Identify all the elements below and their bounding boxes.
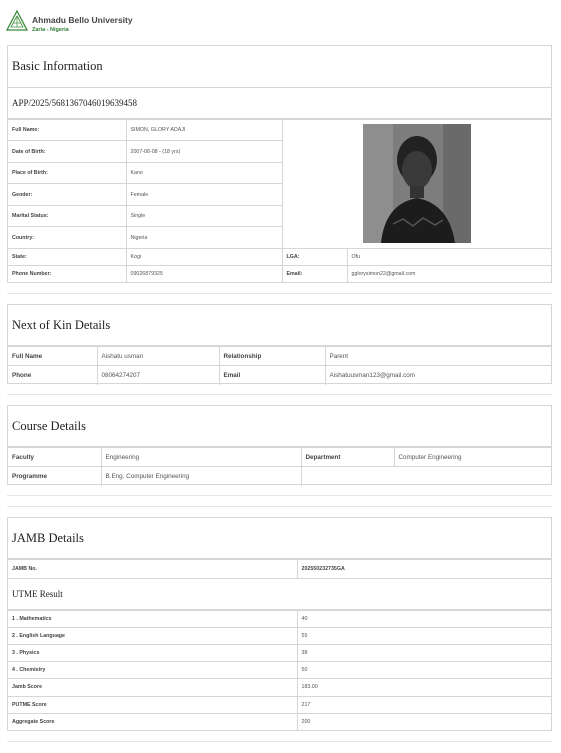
table-row	[8, 249, 551, 266]
table-row	[8, 120, 551, 141]
table-row	[8, 366, 551, 385]
email-value: gglorysimon22@gmail.com	[347, 266, 551, 283]
section-divider	[7, 394, 552, 395]
basic-information-table	[8, 119, 551, 283]
course-details-title: Course Details	[8, 406, 551, 447]
subject-score: 40	[297, 610, 551, 627]
table-row	[8, 678, 551, 696]
relationship-value: Parent	[325, 347, 551, 366]
lga-label: LGA:	[282, 249, 347, 266]
putme-score-value: 217	[297, 696, 551, 713]
putme-score-label: PUTME Score	[8, 696, 297, 713]
state-value: Kogi	[126, 249, 282, 266]
table-row	[8, 448, 551, 467]
section-divider	[7, 293, 552, 294]
jamb-score-label: Jamb Score	[8, 678, 297, 696]
phone-value: 08064274207	[97, 366, 219, 385]
subject-label: 1 . Mathematics	[8, 610, 297, 627]
programme-label: Programme	[8, 467, 101, 486]
field-value: SIMON, GLORY ADAJI	[126, 120, 282, 141]
field-value: Female	[126, 184, 282, 206]
field-label: Gender:	[8, 184, 126, 206]
field-label: Date of Birth:	[8, 141, 126, 163]
next-of-kin-title: Next of Kin Details	[8, 305, 551, 346]
jamb-details-title: JAMB Details	[8, 518, 551, 559]
table-row	[8, 560, 551, 578]
table-row	[8, 610, 551, 627]
full-name-label: Full Name	[8, 347, 97, 366]
next-of-kin-table	[8, 346, 551, 385]
email-label: Email	[219, 366, 325, 385]
page-header	[6, 10, 306, 36]
subject-score: 50	[297, 661, 551, 678]
jamb-number-table	[8, 559, 551, 578]
table-row	[8, 467, 551, 486]
field-value: Nigeria	[126, 227, 282, 249]
field-label: Marital Status:	[8, 206, 126, 227]
field-label: Place of Birth:	[8, 163, 126, 184]
basic-information-title: Basic Information	[8, 46, 551, 88]
jamb-score-value: 183.00	[297, 678, 551, 696]
utme-result-table	[8, 610, 551, 731]
subject-label: 2 . English Language	[8, 627, 297, 644]
table-row	[8, 627, 551, 644]
table-row	[8, 696, 551, 713]
table-row	[8, 347, 551, 366]
utme-result-title: UTME Result	[8, 578, 551, 610]
course-details-card	[7, 405, 552, 485]
email-value: Aishatuusman123@gmail.com	[325, 366, 551, 385]
relationship-label: Relationship	[219, 347, 325, 366]
table-row	[8, 713, 551, 730]
jamb-number-label: JAMB No.	[8, 560, 297, 578]
jamb-details-card	[7, 517, 552, 731]
subject-label: 4 . Chemistry	[8, 661, 297, 678]
lga-value: Ofu	[347, 249, 551, 266]
aggregate-score-label: Aggregate Score	[8, 713, 297, 730]
course-details-table	[8, 447, 551, 486]
faculty-value: Engineering	[101, 448, 301, 467]
subject-label: 3 . Physics	[8, 644, 297, 661]
phone-number-value: 09026879325	[126, 266, 282, 283]
table-row	[8, 266, 551, 283]
faculty-label: Faculty	[8, 448, 101, 467]
email-label: Email:	[282, 266, 347, 283]
phone-label: Phone	[8, 366, 97, 385]
state-label: State:	[8, 249, 126, 266]
photo-cell	[282, 120, 551, 249]
person-portrait-icon	[363, 124, 471, 243]
field-value: Single	[126, 206, 282, 227]
jamb-number-value: 202550232735GA	[297, 560, 551, 578]
university-location: Zaria - Nigeria	[32, 27, 69, 33]
section-divider	[7, 495, 552, 496]
table-row	[8, 661, 551, 678]
next-of-kin-card	[7, 304, 552, 384]
basic-information-card	[7, 45, 552, 283]
table-row	[8, 644, 551, 661]
field-value: 2007-08-08 - (18 yrs)	[126, 141, 282, 163]
department-value: Computer Engineering	[394, 448, 551, 467]
empty-cell	[301, 467, 551, 486]
application-id: APP/2025/5681367046019639458	[8, 88, 551, 119]
applicant-photo	[363, 124, 471, 243]
section-divider	[7, 741, 552, 742]
department-label: Department	[301, 448, 394, 467]
phone-number-label: Phone Number:	[8, 266, 126, 283]
aggregate-score-value: 200	[297, 713, 551, 730]
university-logo-icon	[6, 10, 28, 32]
section-divider	[7, 506, 552, 507]
programme-value: B.Eng. Computer Engineering	[101, 467, 301, 486]
full-name-value: Aishatu usman	[97, 347, 219, 366]
subject-score: 55	[297, 627, 551, 644]
subject-score: 38	[297, 644, 551, 661]
field-label: Full Name:	[8, 120, 126, 141]
field-value: Kano	[126, 163, 282, 184]
field-label: Country:	[8, 227, 126, 249]
university-name: Ahmadu Bello University	[32, 15, 133, 25]
